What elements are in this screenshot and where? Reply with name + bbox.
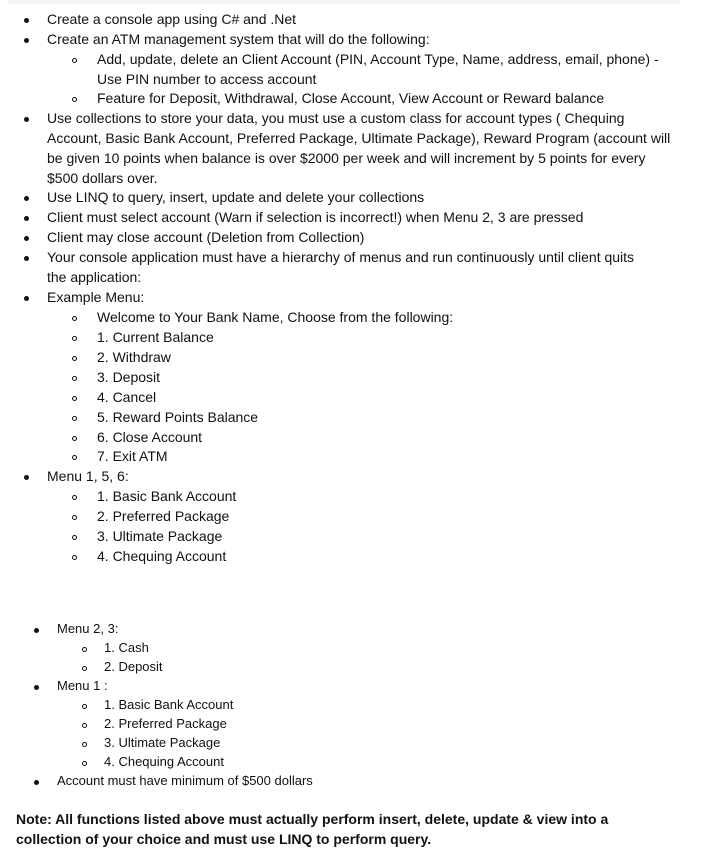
sub-bullet-icon — [72, 455, 77, 460]
menu-option: 4. Chequing Account — [97, 548, 227, 564]
bullet-icon — [34, 628, 39, 633]
bullet-icon — [34, 685, 39, 690]
sub-bullet-icon — [72, 336, 77, 341]
menu-option: 1. Current Balance — [97, 329, 214, 345]
bullet-icon — [24, 38, 29, 43]
sub-bullet-icon — [82, 723, 87, 728]
sub-bullet-icon — [72, 515, 77, 520]
menu-option: 5. Reward Points Balance — [97, 409, 259, 425]
list-item: Use LINQ to query, insert, update and delete your collections — [47, 189, 425, 205]
menu23-label: Menu 2, 3: — [57, 621, 119, 636]
menu156-label: Menu 1, 5, 6: — [47, 468, 129, 484]
sub-bullet-icon — [82, 704, 87, 709]
list-item-cont: the application: — [47, 269, 142, 285]
menu-option: 2. Preferred Package — [97, 508, 230, 524]
menu-option: 3. Ultimate Package — [104, 735, 221, 750]
sub-list-item-cont: Use PIN number to access account — [97, 71, 317, 87]
sub-bullet-icon — [82, 647, 87, 652]
bullet-icon — [24, 236, 29, 241]
menu-option: 6. Close Account — [97, 429, 203, 445]
sub-bullet-icon — [72, 436, 77, 441]
menu-option: Welcome to Your Bank Name, Choose from the following: — [97, 309, 454, 325]
list-item: Your console application must have a hierarchy of menus and run continuously until client quits — [47, 249, 635, 265]
sub-bullet-icon — [72, 396, 77, 401]
sub-bullet-icon — [72, 416, 77, 421]
example-menu-label: Example Menu: — [47, 289, 145, 305]
list-item: Create a console app using C# and .Net — [47, 11, 297, 27]
list-item-cont: Account, Basic Bank Account, Preferred Package, Ultimate Package), Reward Program (account will — [47, 130, 671, 146]
sub-bullet-icon — [82, 742, 87, 747]
sub-bullet-icon — [72, 495, 77, 500]
menu-option: 1. Cash — [104, 640, 149, 655]
sub-bullet-icon — [72, 376, 77, 381]
bullet-icon — [34, 780, 39, 785]
list-item-cont: be given 10 points when balance is over $2000 per week and will increment by 5 points for every — [47, 150, 646, 166]
menu-option: 3. Ultimate Package — [97, 528, 223, 544]
menu-option: 4. Chequing Account — [104, 754, 224, 769]
top-rule — [8, 0, 680, 4]
bullet-icon — [24, 256, 29, 261]
sub-list-item: Add, update, delete an Client Account (PIN, Account Type, Name, address, email, phone) - — [97, 51, 659, 67]
bullet-icon — [24, 475, 29, 480]
bullet-icon — [24, 296, 29, 301]
sub-bullet-icon — [72, 97, 77, 102]
bullet-icon — [24, 196, 29, 201]
bullet-icon — [24, 216, 29, 221]
list-item-cont: $500 dollars over. — [47, 170, 158, 186]
list-item: Client must select account (Warn if selection is incorrect!) when Menu 2, 3 are pressed — [47, 209, 584, 225]
menu-option: 1. Basic Bank Account — [104, 697, 234, 712]
sub-bullet-icon — [72, 58, 77, 63]
bullet-icon — [24, 117, 29, 122]
sub-bullet-icon — [72, 555, 77, 560]
list-item: Client may close account (Deletion from Collection) — [47, 229, 365, 245]
menu-option: 4. Cancel — [97, 389, 157, 405]
sub-bullet-icon — [72, 316, 77, 321]
minimum-balance-item: Account must have minimum of $500 dollars — [57, 773, 313, 788]
list-item: Use collections to store your data, you must use a custom class for account types ( Chequing — [47, 110, 625, 126]
menu-option: 2. Preferred Package — [104, 716, 227, 731]
sub-bullet-icon — [72, 356, 77, 361]
sub-bullet-icon — [82, 761, 87, 766]
menu1-label: Menu 1 : — [57, 678, 108, 693]
note-paragraph: Note: All functions listed above must actually perform insert, delete, update & view into a collection of your choice and must use LINQ to perform query. — [16, 811, 609, 847]
menu-option: 1. Basic Bank Account — [97, 488, 237, 504]
sub-bullet-icon — [82, 666, 87, 671]
bullet-icon — [24, 18, 29, 23]
sub-bullet-icon — [72, 535, 77, 540]
menu-option: 2. Deposit — [104, 659, 163, 674]
sub-list-item: Feature for Deposit, Withdrawal, Close Account, View Account or Reward balance — [97, 90, 605, 106]
menu-option: 7. Exit ATM — [97, 448, 168, 464]
menu-option: 3. Deposit — [97, 369, 161, 385]
menu-option: 2. Withdraw — [97, 349, 171, 365]
list-item: Create an ATM management system that will do the following: — [47, 31, 430, 47]
